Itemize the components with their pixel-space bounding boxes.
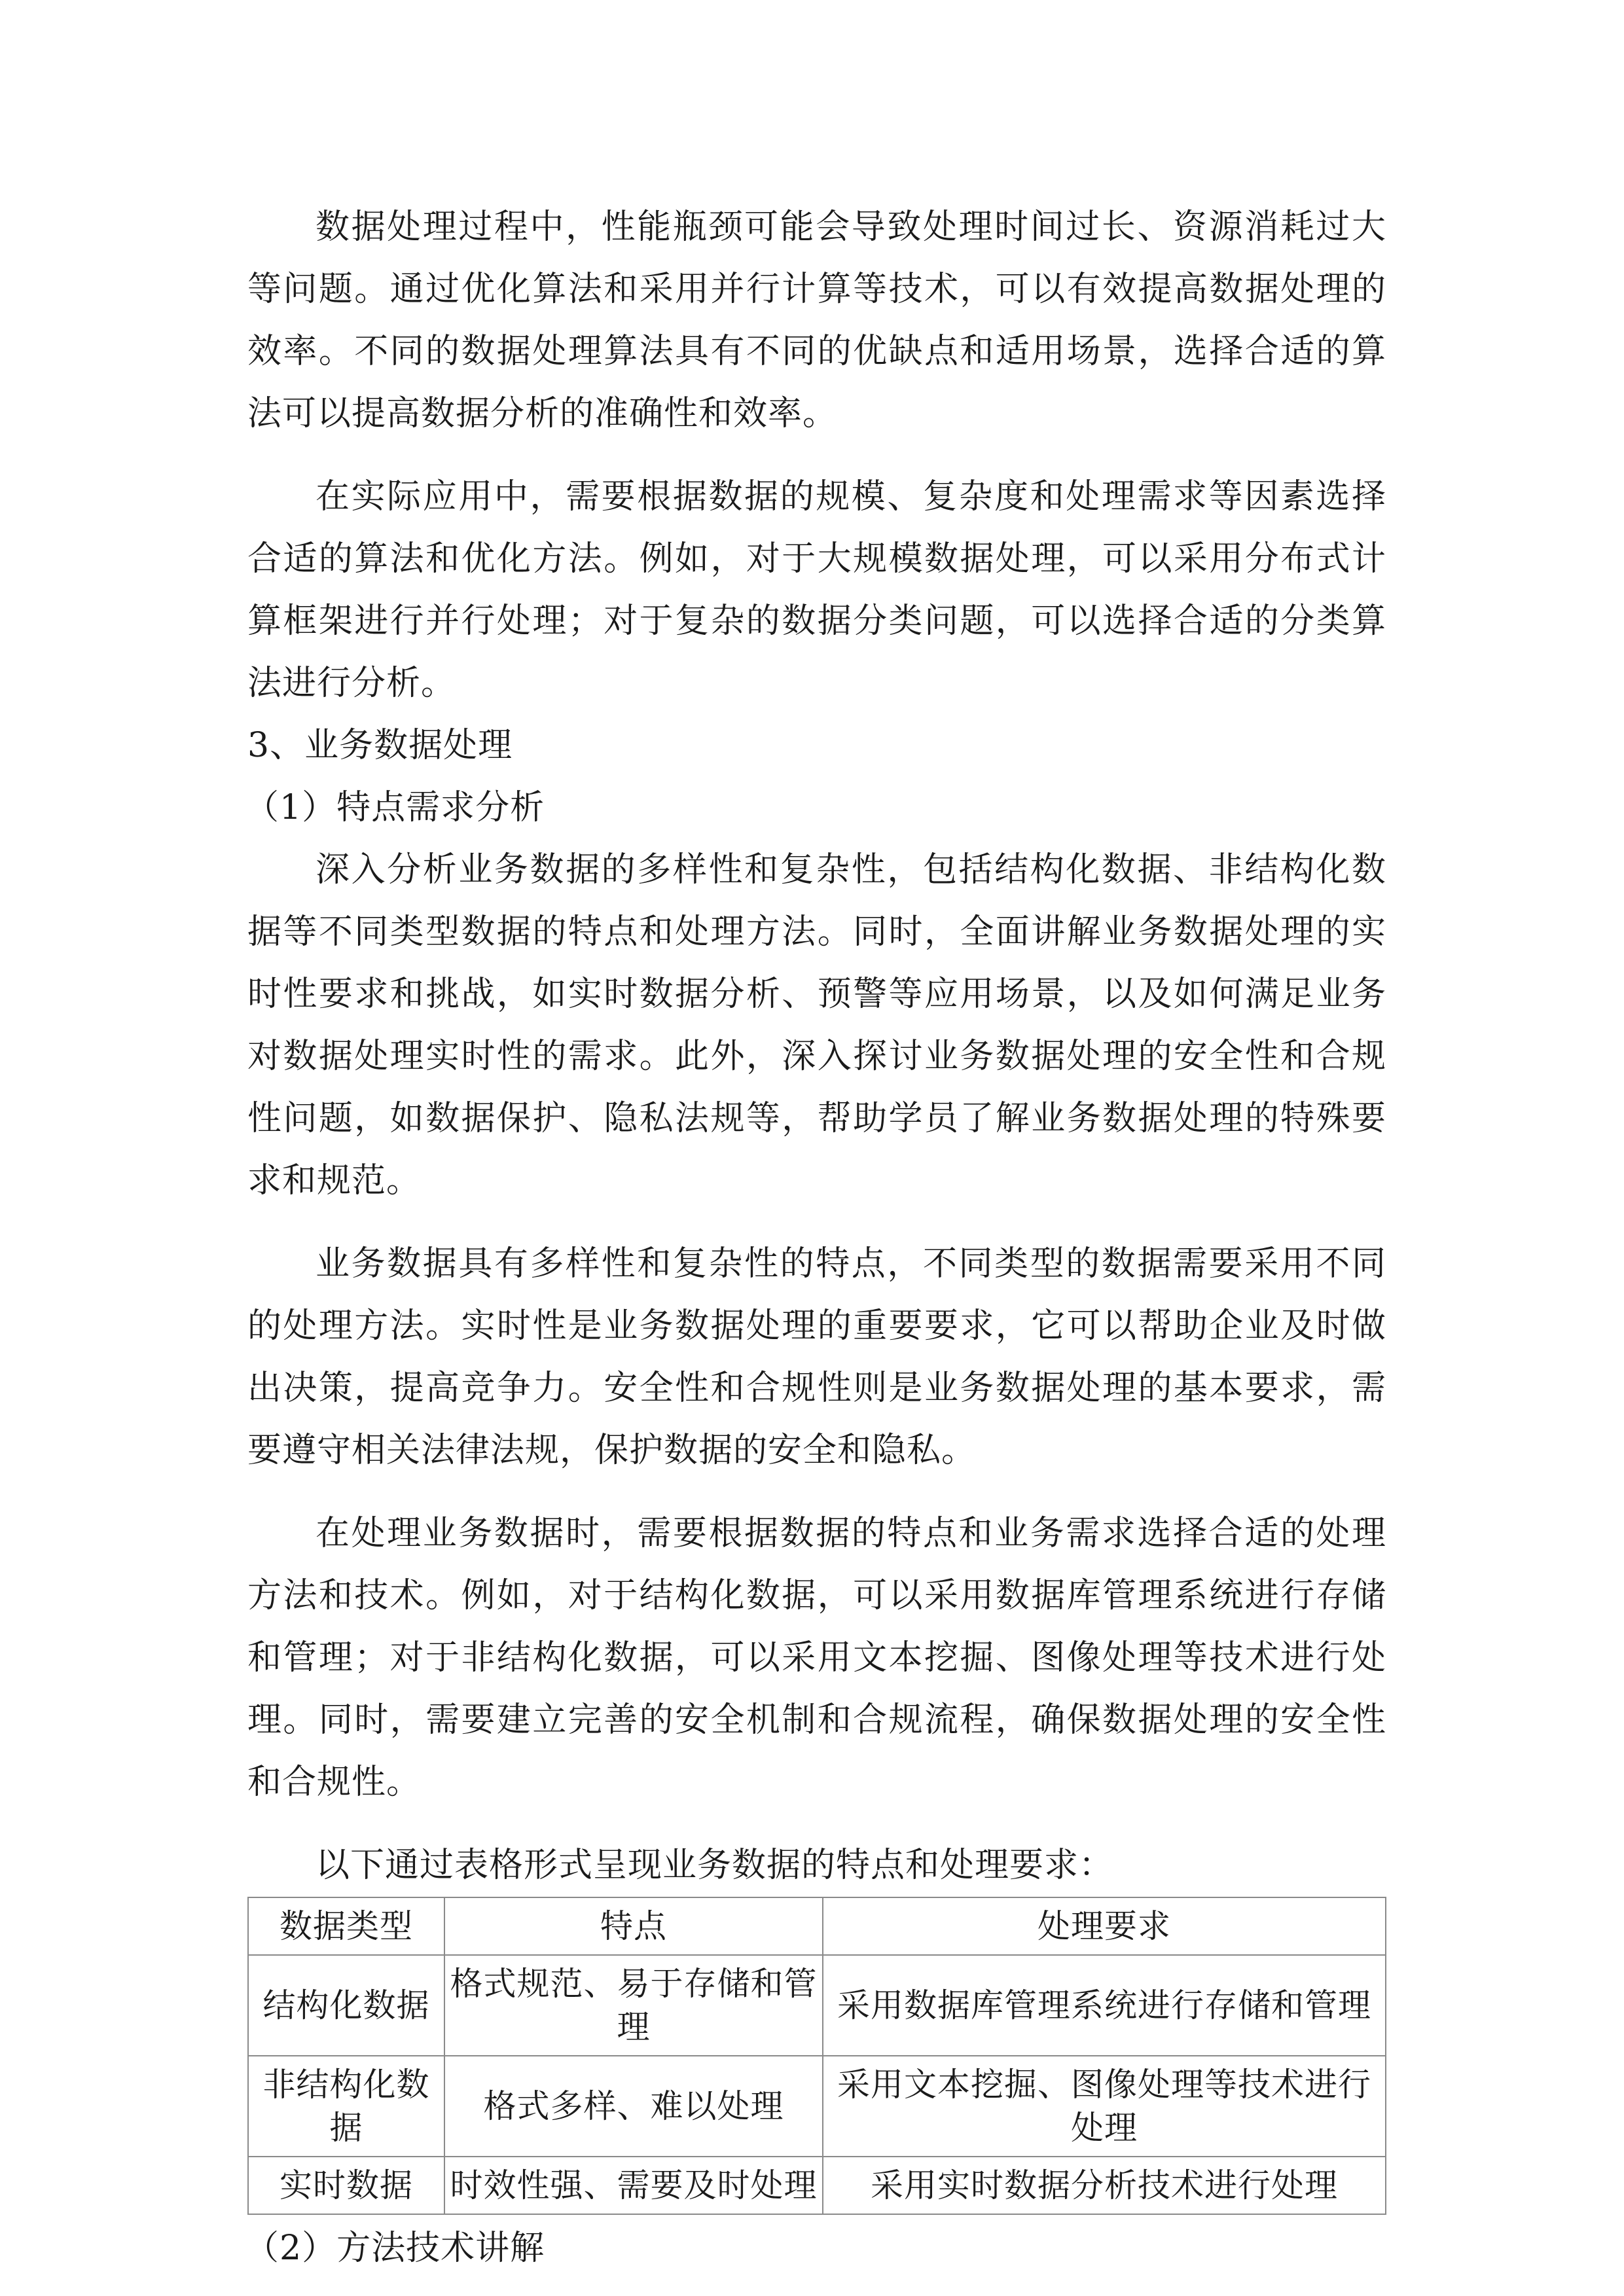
table-intro: 以下通过表格形式呈现业务数据的特点和处理要求： bbox=[316, 1846, 1114, 1885]
table-cell: 非结构化数据 bbox=[248, 2056, 444, 2157]
subsection-heading: （1）特点需求分析 bbox=[245, 788, 545, 827]
data-table bbox=[247, 1897, 1386, 2215]
table-cell: 采用数据库管理系统进行存储和管理 bbox=[823, 1955, 1386, 2056]
table-cell: 采用实时数据分析技术进行处理 bbox=[823, 2157, 1386, 2214]
table-cell: 时效性强、需要及时处理 bbox=[444, 2157, 823, 2214]
table-cell: 实时数据 bbox=[248, 2157, 444, 2214]
paragraph: 数据处理过程中，性能瓶颈可能会导致处理时间过长、资源消耗过大等问题。通过优化算法和采用并行计算等技术，可以有效提高数据处理的效率。不同的数据处理算法具有不同的优缺点和适用场景，选择合适的算法可以提高数据分析的准确性和效率。 bbox=[247, 207, 1386, 433]
table-cell: 采用文本挖掘、图像处理等技术进行处理 bbox=[823, 2056, 1386, 2157]
column-header: 处理要求 bbox=[823, 1897, 1386, 1955]
subsection-heading: （2）方法技术讲解 bbox=[245, 2229, 545, 2268]
table-cell: 结构化数据 bbox=[248, 1955, 444, 2056]
paragraph: 深入分析业务数据的多样性和复杂性，包括结构化数据、非结构化数据等不同类型数据的特点和处理方法。同时，全面讲解业务数据处理的实时性要求和挑战，如实时数据分析、预警等应用场景，以及如何满足业务对数据处理实时性的需求。此外，深入探讨业务数据处理的安全性和合规性问题，如数据保护、隐私法规等，帮助学员了解业务数据处理的特殊要求和规范。 bbox=[247, 850, 1386, 1200]
table-cell: 格式规范、易于存储和管理 bbox=[444, 1955, 823, 2056]
table-header-row bbox=[248, 1897, 1386, 1955]
table-row bbox=[248, 2157, 1386, 2214]
table-row bbox=[248, 1955, 1386, 2056]
section-heading: 3、业务数据处理 bbox=[247, 726, 513, 765]
paragraph: 在实际应用中，需要根据数据的规模、复杂度和处理需求等因素选择合适的算法和优化方法。例如，对于大规模数据处理，可以采用分布式计算框架进行并行处理；对于复杂的数据分类问题，可以选择合适的分类算法进行分析。 bbox=[247, 477, 1386, 703]
paragraph: 业务数据具有多样性和复杂性的特点，不同类型的数据需要采用不同的处理方法。实时性是业务数据处理的重要要求，它可以帮助企业及时做出决策，提高竞争力。安全性和合规性则是业务数据处理的基本要求，需要遵守相关法律法规，保护数据的安全和隐私。 bbox=[247, 1244, 1386, 1470]
column-header: 特点 bbox=[444, 1897, 823, 1955]
table-row bbox=[248, 2056, 1386, 2157]
table-cell: 格式多样、难以处理 bbox=[444, 2056, 823, 2157]
document-page bbox=[247, 196, 1386, 2280]
column-header: 数据类型 bbox=[248, 1897, 444, 1955]
paragraph: 在处理业务数据时，需要根据数据的特点和业务需求选择合适的处理方法和技术。例如，对于结构化数据，可以采用数据库管理系统进行存储和管理；对于非结构化数据，可以采用文本挖掘、图像处理等技术进行处理。同时，需要建立完善的安全机制和合规流程，确保数据处理的安全性和合规性。 bbox=[247, 1514, 1386, 1802]
